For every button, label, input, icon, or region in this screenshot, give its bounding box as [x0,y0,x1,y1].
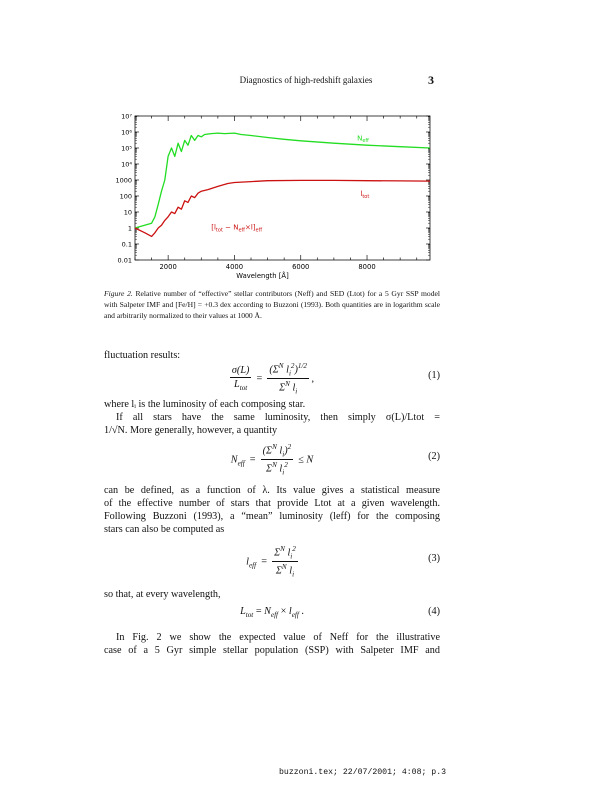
fluctuation-lead: fluctuation results: [104,350,181,361]
caption-text: Relative number of “effective” stellar contributors (Neff) and SED (Ltot) for a 5 Gyr SSP model with Salpeter IMF and [Fe/H] = +0.3 dex according to Buzzoni (1993). Both quantities are in logarithm scale and arbitrarily normalized to their values at 1000 Å. [104,289,440,320]
y-tick-label: 10⁴ [121,160,132,169]
figure-chart [100,108,445,283]
equation-4 [104,606,440,622]
para3-line2: case of a 5 Gyr simple stellar population (SSP) with Salpeter IMF and [104,645,440,656]
y-tick-label: 1 [127,224,132,233]
equation-3-number: (3) [428,553,440,564]
y-tick-label: 10⁶ [121,128,132,137]
equation-4-number: (4) [428,606,440,617]
y-tick-label: 0.1 [121,240,132,249]
series-line-l-tot [135,180,430,236]
page-number: 3 [428,73,434,87]
running-title: Diagnostics of high-redshift galaxies [239,75,373,85]
para1-line2: 1/√N. More generally, however, a quantity [104,425,278,436]
y-tick-label: 10 [123,208,132,217]
para1-line1: If all stars have the same luminosity, then simply σ(L)/Ltot = [116,412,440,423]
para2-line2: of the effective number of stars that provide Ltot at a given wavelength. [104,498,440,509]
y-tick-label: 1000 [115,176,132,185]
para2-line4: stars can also be computed as [104,524,225,535]
equation-2-math: $N_{eff}$ = $\frac{(\Sigma^N l_i)^2}{\Sigma^N l_i^2}$ ≤ N [230,443,314,477]
so-that-line: so that, at every wavelength, [104,589,221,600]
y-tick-label: 100 [119,192,132,201]
para2-line1: can be defined, as a function of λ. Its value gives a statistical measure [104,485,440,496]
x-tick-label: 4000 [225,263,244,271]
y-tick-label: 10⁷ [121,112,132,121]
plot-frame [135,116,430,260]
equation-3-math: $l_{eff}$ = $\frac{\Sigma^N l_i^2}{\Sigma^N l_i}$ [246,545,296,579]
annotation-2: $[l_{tot} - N_{eff}\times l]_{eff}$ [211,223,263,234]
annotation-0: $N_{eff}$ [357,134,369,145]
y-tick-label: 10⁵ [121,144,132,153]
para2-line3: Following Buzzoni (1993), a “mean” luminosity (leff) for the composing [104,511,440,522]
x-tick-label: 6000 [292,263,310,271]
equation-3 [104,545,440,579]
footer-file-info: buzzoni.tex; 22/07/2001; 4:08; p.3 [279,768,447,777]
equation-1-number: (1) [428,370,440,381]
y-tick-label: 0.01 [117,256,132,265]
equation-1 [104,362,440,396]
figure-caption [104,288,440,321]
where-line: where lᵢ is the luminosity of each composing star. [104,399,306,410]
equation-1-math: $\frac{\sigma(L)}{L_{tot}}$ = $\frac{(\Sigma^N l_i^2)^{1/2}}{\Sigma^N l_i}$ , [231,362,315,396]
caption-label: Figure 2. [104,289,133,298]
equation-2 [104,443,440,477]
para3-line1: In Fig. 2 we show the expected value of Neff for the illustrative [116,632,440,643]
equation-2-number: (2) [428,451,440,462]
equation-4-math: $L_{tot} = N_{eff} \times l_{eff}$ . [240,606,304,620]
annotation-1: $l_{tot}$ [360,190,370,200]
x-tick-label: 2000 [159,263,177,271]
x-tick-label: 8000 [358,263,376,271]
x-axis-label: Wavelength [Å] [236,272,289,280]
